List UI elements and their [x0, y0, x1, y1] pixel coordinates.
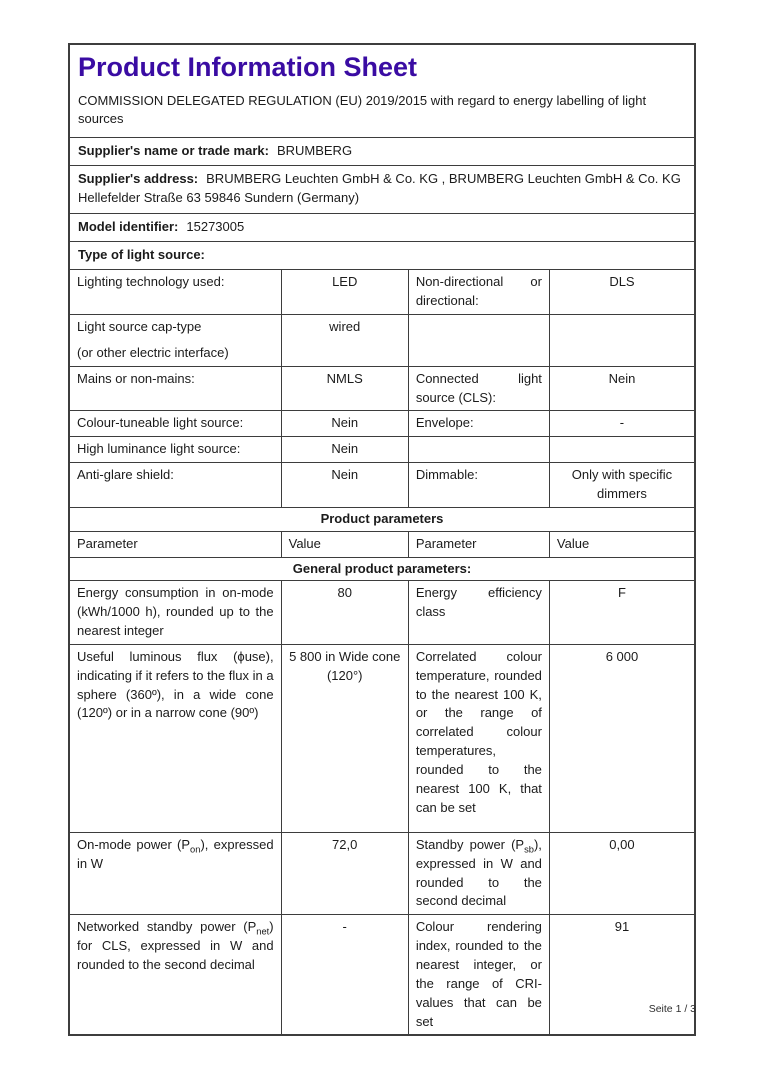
param-cell: Anti-glare shield:	[77, 467, 174, 483]
column-header: Parameter	[408, 532, 549, 557]
product-information-table	[68, 43, 696, 1036]
param-cell: Colour rendering index, rounded to the nearest integer, or the range of CRI-values that can be set	[408, 915, 549, 1034]
table-row	[70, 314, 694, 366]
value-cell	[549, 437, 694, 462]
value-cell: 5 800 in Wide cone (120°)	[281, 645, 408, 832]
value-cell: 72,0	[281, 833, 408, 914]
param-cell: Mains or non-mains:	[77, 370, 195, 386]
param-cell: Connected light source (CLS):	[408, 367, 549, 411]
param-cell: Energy efficiency class	[408, 581, 549, 644]
param-cell: Useful luminous flux (ϕuse), indicating if it refers to the flux in a sphere (360º), in a wide cone (120º) or in a narrow cone (90º)	[77, 648, 274, 721]
param-cell: Energy consumption in on-mode (kWh/1000 h), rounded up to the nearest integer	[77, 585, 274, 639]
column-header: Value	[281, 532, 408, 557]
param-cell	[70, 315, 281, 366]
model-identifier-value: 15273005	[186, 219, 245, 235]
supplier-address-label: Supplier's address:	[78, 171, 199, 187]
value-cell: 80	[281, 581, 408, 644]
param-cell: Networked standby power $(P_{net})$ for CLS, expressed in W and rounded to the second decimal	[77, 919, 274, 972]
column-header: Parameter	[77, 535, 138, 551]
general-product-parameters-header: General product parameters:	[70, 557, 694, 581]
value-cell: 0,00	[549, 833, 694, 914]
value-cell: LED	[281, 270, 408, 314]
page-number: Seite 1 / 3	[648, 1003, 696, 1015]
value-cell: Nein	[549, 367, 694, 411]
param-cell: Envelope:	[408, 411, 549, 436]
value-cell: NMLS	[281, 367, 408, 411]
model-identifier-row	[70, 213, 694, 241]
value-cell: Nein	[281, 463, 408, 507]
value-cell: wired	[281, 315, 408, 366]
page-title: Product Information Sheet	[78, 52, 418, 82]
regulation-subtitle: COMMISSION DELEGATED REGULATION (EU) 2019/2015 with regard to energy labelling of light sources	[78, 93, 647, 127]
table-row	[70, 366, 694, 411]
value-cell: -	[281, 915, 408, 1034]
value-cell: 6 000	[549, 645, 694, 832]
value-cell: Nein	[281, 411, 408, 436]
param-cell: High luminance light source:	[77, 441, 241, 457]
supplier-name-label: Supplier's name or trade mark:	[78, 143, 269, 159]
supplier-address-row	[70, 165, 694, 213]
param-cell: On-mode power $(P_{on})$, expressed in W	[77, 836, 274, 871]
value-cell: -	[549, 411, 694, 436]
column-header-row	[70, 531, 694, 557]
value-cell: Nein	[281, 437, 408, 462]
model-identifier-label: Model identifier:	[78, 219, 179, 235]
value-cell: Only with specific dimmers	[549, 463, 694, 507]
supplier-name-value: BRUMBERG	[276, 143, 353, 159]
column-header: Value	[549, 532, 694, 557]
table-row	[70, 580, 694, 644]
table-row	[70, 914, 694, 1034]
table-row	[70, 436, 694, 462]
param-cell	[408, 315, 549, 366]
param-cell	[408, 437, 549, 462]
table-row	[70, 269, 694, 314]
table-row	[70, 462, 694, 507]
type-of-light-source-header: Type of light source:	[70, 241, 694, 269]
cap-type-line2: (or other electric interface)	[77, 344, 229, 360]
value-cell: F	[549, 581, 694, 644]
param-cell: Dimmable:	[408, 463, 549, 507]
supplier-address-value: BRUMBERG Leuchten GmbH & Co. KG , BRUMBERG Leuchten GmbH & Co. KG Hellefelder Straße 63 59846 Sundern (Germany)	[78, 171, 681, 206]
param-cell: Standby power $(P_{sb})$, expressed in W and rounded to the second decimal	[408, 833, 549, 914]
table-row	[70, 410, 694, 436]
title-block	[70, 45, 694, 137]
table-row	[70, 832, 694, 914]
param-cell: Correlated colour temperature, rounded to the nearest 100 K, or the range of correlated colour temperatures, rounded to the nearest 100 K, that can be set	[408, 645, 549, 832]
param-cell: Non-directional or directional:	[408, 270, 549, 314]
value-cell: 91	[549, 915, 694, 1034]
table-row	[70, 644, 694, 832]
product-parameters-header: Product parameters	[70, 507, 694, 531]
param-cell: Lighting technology used:	[77, 274, 225, 290]
cap-type-line1: Light source cap-type	[77, 319, 202, 335]
supplier-name-row	[70, 137, 694, 165]
value-cell: DLS	[549, 270, 694, 314]
value-cell	[549, 315, 694, 366]
param-cell: Colour-tuneable light source:	[77, 415, 244, 431]
